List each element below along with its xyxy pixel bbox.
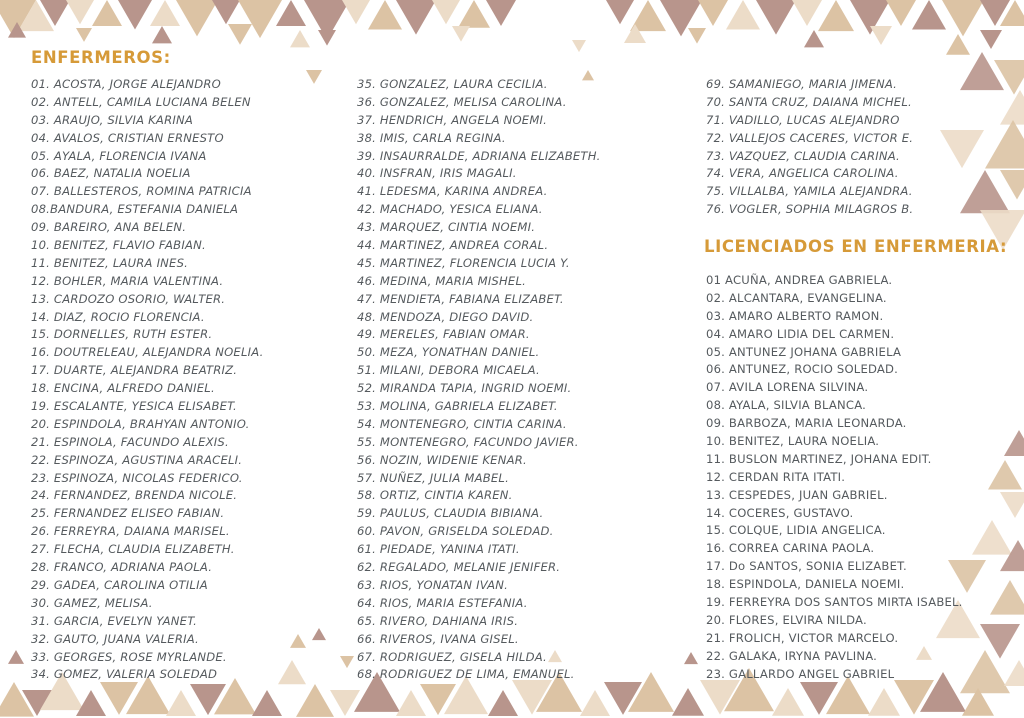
decorative-triangle — [8, 650, 24, 664]
name-list-item: 44. MARTINEZ, ANDREA CORAL. — [357, 238, 549, 253]
name-list-item: 11. BUSLON MARTINEZ, JOHANA EDIT. — [706, 451, 932, 466]
enfermeros-column-3 — [706, 76, 913, 219]
decorative-triangle — [330, 690, 360, 716]
decorative-triangle — [818, 0, 854, 31]
name-list-item: 24. FERNANDEZ, BRENDA NICOLE. — [31, 488, 238, 503]
name-list-item: 01 ACUÑA, ANDREA GABRIELA. — [706, 273, 893, 287]
name-list-item: 62. REGALADO, MELANIE JENIFER. — [357, 560, 561, 575]
name-list-item: 70. SANTA CRUZ, DAIANA MICHEL. — [706, 94, 912, 109]
name-list-item: 15. COLQUE, LIDIA ANGELICA. — [706, 523, 886, 538]
name-list-item: 52. MIRANDA TAPIA, INGRID NOEMI. — [357, 381, 572, 396]
name-list-item: 13. CARDOZO OSORIO, WALTER. — [31, 291, 226, 306]
decorative-triangle — [66, 0, 94, 24]
decorative-triangle — [1004, 660, 1024, 686]
name-list-item: 64. RIOS, MARIA ESTEFANIA. — [357, 595, 528, 610]
decorative-triangle — [960, 650, 1010, 693]
name-list-item: 55. MONTENEGRO, FACUNDO JAVIER. — [357, 434, 579, 449]
name-list-item: 73. VAZQUEZ, CLAUDIA CARINA. — [706, 148, 900, 163]
name-list-item: 02. ALCANTARA, EVANGELINA. — [706, 290, 887, 305]
decorative-triangle — [988, 460, 1022, 489]
decorative-triangle — [804, 30, 824, 47]
name-list-item: 31. GARCIA, EVELYN YANET. — [31, 613, 197, 628]
name-list-item: 06. ANTUNEZ, ROCIO SOLEDAD. — [706, 362, 899, 377]
decorative-triangle — [1000, 492, 1024, 518]
decorative-triangle — [92, 0, 122, 26]
decorative-triangle — [432, 0, 460, 24]
name-list-item: 18. ESPINDOLA, DANIELA NOEMI. — [706, 577, 905, 592]
name-list-item: 14. COCERES, GUSTAVO. — [706, 505, 854, 520]
decorative-triangle — [76, 690, 106, 716]
decorative-triangle — [688, 28, 706, 44]
decorative-triangle — [972, 520, 1012, 555]
decorative-triangle — [698, 0, 728, 26]
name-list-item: 05. AYALA, FLORENCIA IVANA — [31, 148, 207, 163]
name-list-item: 61. PIEDADE, YANINA ITATI. — [357, 542, 520, 557]
decorative-triangle — [150, 0, 180, 26]
enfermeros-heading: ENFERMEROS: — [31, 48, 171, 67]
name-list-item: 41. LEDESMA, KARINA ANDREA. — [357, 184, 548, 199]
name-list-item: 18. ENCINA, ALFREDO DANIEL. — [31, 381, 215, 396]
decorative-triangle — [960, 52, 1004, 90]
decorative-triangle — [1000, 90, 1024, 125]
decorative-triangle — [792, 0, 822, 26]
name-list-item: 03. ARAUJO, SILVIA KARINA — [31, 112, 193, 127]
decorative-triangle — [572, 40, 586, 52]
decorative-triangle — [946, 34, 970, 55]
name-list-item: 06. BAEZ, NATALIA NOELIA — [31, 166, 191, 181]
decorative-triangle — [458, 0, 490, 28]
decorative-triangle — [1004, 430, 1024, 456]
decorative-triangle — [756, 0, 796, 35]
decorative-triangle — [290, 634, 306, 648]
decorative-triangle — [868, 688, 900, 716]
name-list-item: 11. BENITEZ, LAURA INES. — [31, 255, 189, 270]
name-list-item: 60. PAVON, GRISELDA SOLEDAD. — [357, 524, 554, 539]
decorative-triangle — [684, 652, 698, 664]
name-list-item: 45. MARTINEZ, FLORENCIA LUCIA Y. — [357, 255, 570, 270]
decorative-triangle — [312, 628, 326, 640]
name-list-item: 17. DUARTE, ALEJANDRA BEATRIZ. — [31, 363, 238, 378]
name-list-item: 71. VADILLO, LUCAS ALEJANDRO — [706, 112, 900, 127]
name-list-item: 39. INSAURRALDE, ADRIANA ELIZABETH. — [357, 148, 601, 163]
decorative-triangle — [606, 0, 634, 24]
name-list-item: 42. MACHADO, YESICA ELIANA. — [357, 202, 543, 217]
name-list-item: 10. BENITEZ, LAURA NOELIA. — [706, 434, 880, 449]
decorative-triangle — [278, 660, 306, 684]
name-list-item: 13. CESPEDES, JUAN GABRIEL. — [706, 487, 888, 502]
name-list-item: 72. VALLEJOS CACERES, VICTOR E. — [706, 130, 914, 145]
name-list-item: 04. AMARO LIDIA DEL CARMEN. — [706, 326, 895, 341]
name-list-item: 21. FROLICH, VICTOR MARCELO. — [706, 630, 899, 645]
name-list-item: 68. RODRIGUEZ DE LIMA, EMANUEL. — [357, 667, 575, 682]
name-list-item: 59. PAULUS, CLAUDIA BIBIANA. — [357, 506, 544, 521]
decorative-triangle — [960, 170, 1010, 213]
decorative-triangle — [672, 688, 704, 716]
decorative-triangle — [912, 0, 946, 29]
name-list-item: 38. IMIS, CARLA REGINA. — [357, 130, 506, 145]
name-list-item: 16. CORREA CARINA PAOLA. — [706, 541, 875, 556]
name-list-item: 36. GONZALEZ, MELISA CAROLINA. — [357, 94, 567, 109]
decorative-triangle — [306, 70, 322, 84]
name-list-item: 19. ESCALANTE, YESICA ELISABET. — [31, 399, 237, 414]
name-list-item: 08.BANDURA, ESTEFANIA DANIELA — [31, 202, 239, 217]
decorative-triangle — [252, 690, 282, 716]
name-list-item: 75. VILLALBA, YAMILA ALEJANDRA. — [706, 184, 913, 199]
name-list-item: 76. VOGLER, SOPHIA MILAGROS B. — [706, 202, 914, 217]
name-list-item: 51. MILANI, DEBORA MICAELA. — [357, 363, 540, 378]
name-list-item: 21. ESPINOLA, FACUNDO ALEXIS. — [31, 434, 229, 449]
name-list-item: 47. MENDIETA, FABIANA ELIZABET. — [357, 291, 564, 306]
name-list-item: 69. SAMANIEGO, MARIA JIMENA. — [706, 77, 898, 91]
name-list-item: 26. FERREYRA, DAIANA MARISEL. — [31, 524, 230, 539]
name-list-item: 50. MEZA, YONATHAN DANIEL. — [357, 345, 540, 360]
name-list-item: 43. MARQUEZ, CINTIA NOEMI. — [357, 220, 536, 235]
decorative-triangle — [342, 0, 370, 24]
name-list-item: 04. AVALOS, CRISTIAN ERNESTO — [31, 130, 224, 145]
decorative-triangle — [886, 0, 916, 26]
name-list-item: 32. GAUTO, JUANA VALERIA. — [31, 631, 199, 646]
name-list-item: 02. ANTELL, CAMILA LUCIANA BELEN — [31, 94, 251, 109]
name-list-item: 56. NOZIN, WIDENIE KENAR. — [357, 452, 527, 467]
decorative-triangle — [212, 0, 240, 24]
enfermeros-column-2 — [357, 76, 601, 684]
name-list-item: 09. BAREIRO, ANA BELEN. — [31, 220, 187, 235]
name-list-item: 10. BENITEZ, FLAVIO FABIAN. — [31, 238, 206, 253]
name-list-item: 08. AYALA, SILVIA BLANCA. — [706, 398, 867, 413]
decorative-triangle — [76, 28, 92, 42]
decorative-triangle — [772, 688, 804, 716]
name-list-item: 01. ACOSTA, JORGE ALEJANDRO — [31, 77, 222, 91]
decorative-triangle — [396, 690, 426, 716]
decorative-triangle — [870, 26, 892, 45]
name-list-item: 05. ANTUNEZ JOHANA GABRIELA — [706, 344, 902, 359]
decorative-triangle — [228, 24, 252, 45]
name-list-item: 23. GALLARDO ANGEL GABRIEL — [706, 666, 895, 681]
decorative-triangle — [368, 0, 402, 29]
decorative-triangle — [980, 30, 1002, 49]
name-list-item: 07. AVILA LORENA SILVINA. — [706, 380, 869, 395]
decorative-triangle — [942, 0, 984, 36]
name-list-item: 54. MONTENEGRO, CINTIA CARINA. — [357, 416, 567, 431]
decorative-triangle — [340, 656, 354, 668]
decorative-triangle — [486, 0, 516, 26]
name-list-item: 15. DORNELLES, RUTH ESTER. — [31, 327, 213, 342]
decorative-triangle — [726, 0, 760, 29]
decorative-triangle — [488, 690, 518, 716]
decorative-triangle — [296, 684, 334, 717]
name-list-item: 28. FRANCO, ADRIANA PAOLA. — [31, 560, 213, 575]
name-list-item: 09. BARBOZA, MARIA LEONARDA. — [706, 416, 907, 431]
name-list-item: 35. GONZALEZ, LAURA CECILIA. — [357, 77, 548, 91]
decorative-triangle — [118, 0, 152, 29]
decorative-triangle — [1000, 170, 1024, 199]
name-list-item: 03. AMARO ALBERTO RAMON. — [706, 308, 884, 323]
decorative-triangle — [318, 30, 336, 46]
decorative-triangle — [452, 26, 470, 42]
decorative-triangle — [152, 26, 172, 43]
name-list-item: 25. FERNANDEZ ELISEO FABIAN. — [31, 506, 225, 521]
name-list-item: 12. CERDAN RITA ITATI. — [706, 469, 846, 484]
name-list-item: 67. RODRIGUEZ, GISELA HILDA. — [357, 649, 547, 664]
decorative-triangle — [176, 0, 218, 36]
name-list-item: 37. HENDRICH, ANGELA NOEMI. — [357, 112, 548, 127]
decorative-triangle — [166, 690, 196, 716]
decorative-triangle — [990, 580, 1024, 615]
decorative-triangle — [276, 0, 306, 26]
name-list-item: 74. VERA, ANGELICA CAROLINA. — [706, 166, 899, 181]
name-list-item: 22. GALAKA, IRYNA PAVLINA. — [706, 648, 878, 663]
name-list-item: 63. RIOS, YONATAN IVAN. — [357, 577, 508, 592]
name-list-item: 66. RIVEROS, IVANA GISEL. — [357, 631, 519, 646]
name-list-item: 30. GAMEZ, MELISA. — [31, 595, 153, 610]
decorative-triangle — [580, 690, 610, 716]
name-list-item: 49. MERELES, FABIAN OMAR. — [357, 327, 530, 342]
name-list-item: 65. RIVERO, DAHIANA IRIS. — [357, 613, 519, 628]
decorative-triangle — [290, 30, 310, 47]
decorative-triangle — [940, 130, 984, 168]
name-list-item: 58. ORTIZ, CINTIA KAREN. — [357, 488, 513, 503]
enfermeros-column-1 — [31, 76, 263, 684]
name-list-item: 20. FLORES, ELVIRA NILDA. — [706, 612, 867, 627]
name-list-item: 27. FLECHA, CLAUDIA ELIZABETH. — [31, 542, 235, 557]
name-list-item: 57. NUÑEZ, JULIA MABEL. — [357, 470, 509, 485]
name-list-item: 17. Do SANTOS, SONIA ELIZABET. — [706, 559, 907, 574]
name-list-item: 48. MENDOZA, DIEGO DAVID. — [357, 309, 534, 324]
decorative-triangle — [985, 120, 1024, 168]
name-list-item: 14. DIAZ, ROCIO FLORENCIA. — [31, 309, 205, 324]
licenciados-column — [706, 272, 963, 683]
name-list-item: 22. ESPINOZA, AGUSTINA ARACELI. — [31, 452, 243, 467]
name-list-item: 20. ESPINDOLA, BRAHYAN ANTONIO. — [31, 416, 250, 431]
name-list-item: 34. GOMEZ, VALERIA SOLEDAD — [31, 667, 218, 682]
name-list-item: 29. GADEA, CAROLINA OTILIA — [31, 577, 208, 592]
name-list-item: 16. DOUTRELEAU, ALEJANDRA NOELIA. — [31, 345, 264, 360]
name-list-item: 23. ESPINOZA, NICOLAS FEDERICO. — [31, 470, 243, 485]
name-list-item: 53. MOLINA, GABRIELA ELIZABET. — [357, 399, 558, 414]
name-list-item: 40. INSFRAN, IRIS MAGALI. — [357, 166, 517, 181]
licenciados-heading: LICENCIADOS EN ENFERMERIA: — [704, 237, 1008, 256]
name-list-item: 07. BALLESTEROS, ROMINA PATRICIA — [31, 184, 252, 199]
name-list-item: 33. GEORGES, ROSE MYRLANDE. — [31, 649, 227, 664]
name-list-item: 12. BOHLER, MARIA VALENTINA. — [31, 273, 224, 288]
name-list-item: 46. MEDINA, MARIA MISHEL. — [357, 273, 526, 288]
name-list-item: 19. FERREYRA DOS SANTOS MIRTA ISABEL. — [706, 595, 963, 610]
